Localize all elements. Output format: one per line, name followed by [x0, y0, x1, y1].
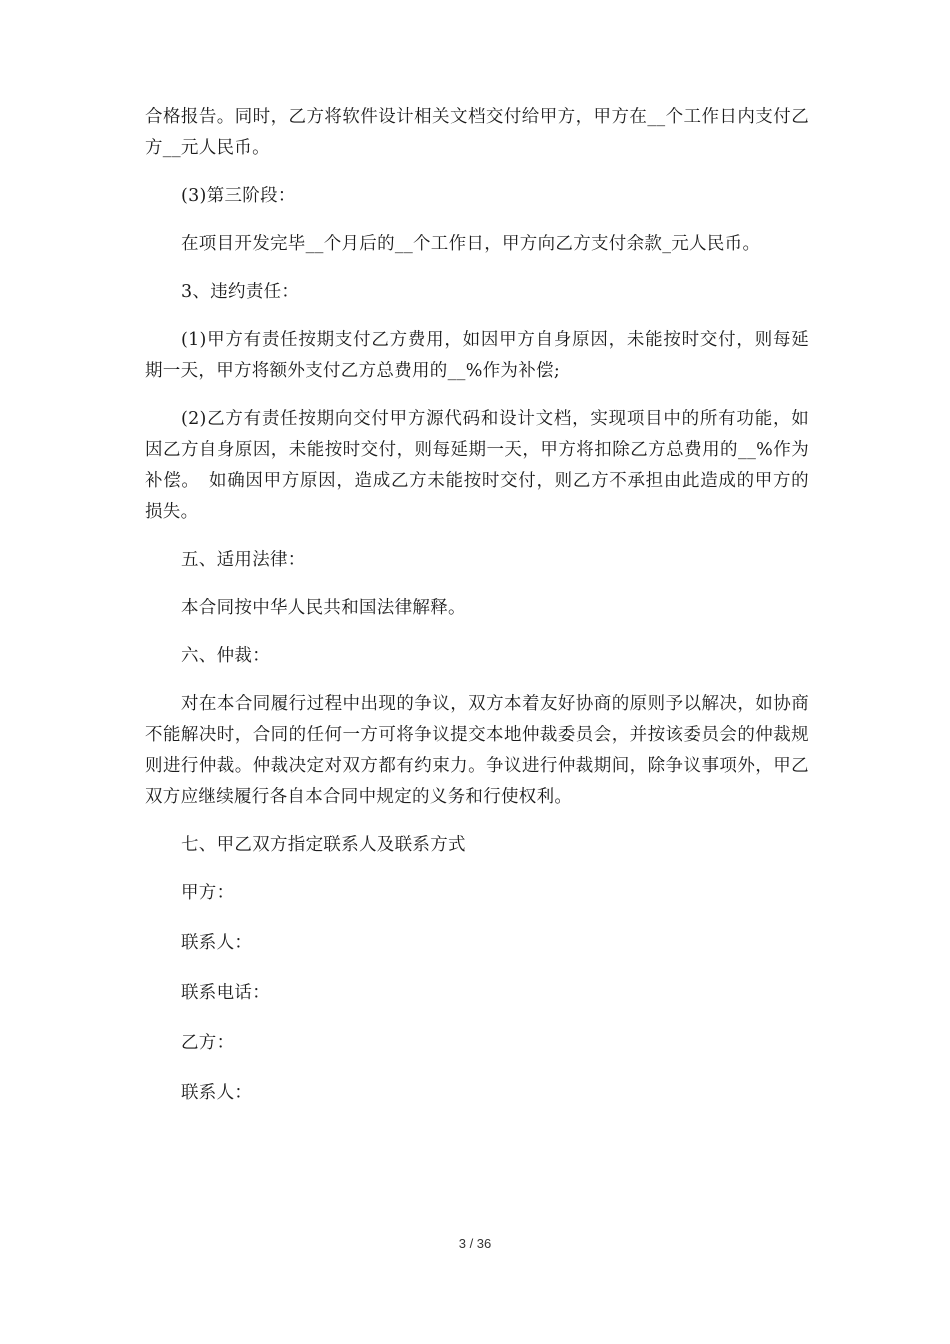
- paragraph-liability-party-b: (2)乙方有责任按期向交付甲方源代码和设计文档，实现项目中的所有功能，如因乙方自身原因，未能按时交付，则每延期一天，甲方将扣除乙方总费用的__%作为补偿。 如确因甲方原因，造成乙方未能按时交付，则乙方不承担由此造成的甲方的损失。: [145, 409, 809, 522]
- paragraph-phase3-heading: (3)第三阶段：: [181, 186, 296, 206]
- paragraph-arbitration-heading: 六、仲裁：: [181, 646, 270, 666]
- paragraph-party-b-label: 乙方：: [181, 1033, 235, 1053]
- paragraph-payment-phase2-continued: 合格报告。同时，乙方将软件设计相关文档交付给甲方，甲方在__个工作日内支付乙方__元人民币。: [145, 107, 809, 158]
- paragraph-applicable-law-text: 本合同按中华人民共和国法律解释。: [181, 598, 466, 618]
- paragraph-applicable-law-heading: 五、适用法律：: [181, 550, 306, 570]
- paragraph-party-a-phone: 联系电话：: [181, 983, 270, 1003]
- paragraph-liability-party-a: (1)甲方有责任按期支付乙方费用，如因甲方自身原因，未能按时交付，则每延期一天，甲方将额外支付乙方总费用的__%作为补偿;: [145, 330, 809, 381]
- paragraph-arbitration-text: 对在本合同履行过程中出现的争议，双方本着友好协商的原则予以解决，如协商不能解决时，合同的任何一方可将争议提交本地仲裁委员会，并按该委员会的仲裁规则进行仲裁。仲裁决定对双方都有约束力。争议进行仲裁期间，除争议事项外，甲乙双方应继续履行各自本合同中规定的义务和行使权利。: [145, 694, 809, 807]
- paragraph-party-a-label: 甲方：: [181, 883, 235, 903]
- paragraph-phase3-text: 在项目开发完毕__个月后的__个工作日，甲方向乙方支付余款_元人民币。: [181, 234, 761, 254]
- document-body: [145, 102, 809, 1128]
- paragraph-party-b-contact: 联系人：: [181, 1083, 253, 1103]
- paragraph-contacts-heading: 七、甲乙双方指定联系人及联系方式: [181, 835, 466, 855]
- page-number: 3 / 36: [458, 1236, 492, 1251]
- paragraph-liability-heading: 3、违约责任：: [181, 282, 300, 302]
- paragraph-party-a-contact: 联系人：: [181, 933, 253, 953]
